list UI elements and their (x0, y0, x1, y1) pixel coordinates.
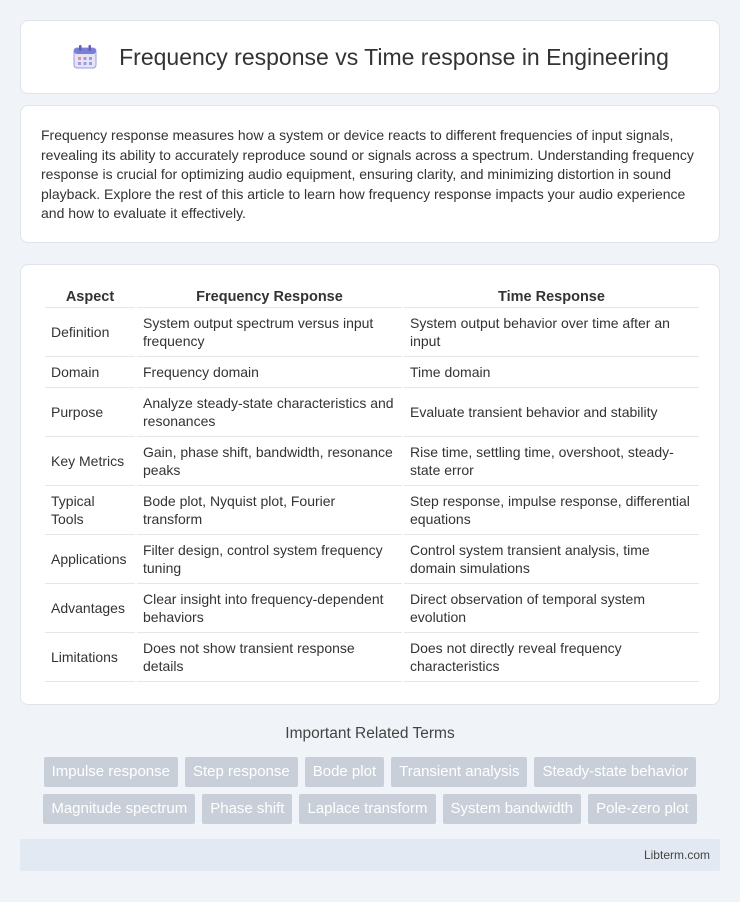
table-row (45, 486, 699, 535)
header-frequency-response: Frequency Response (137, 285, 402, 308)
related-term-tag[interactable]: Pole-zero plot (588, 794, 697, 824)
cell-aspect: Typical Tools (45, 486, 135, 535)
table-row (45, 584, 699, 633)
cell-frequency: Filter design, control system frequency tuning (137, 535, 402, 584)
related-term-tag[interactable]: System bandwidth (443, 794, 582, 824)
related-terms-title: Important Related Terms (285, 725, 455, 742)
related-term-tag[interactable]: Bode plot (305, 757, 384, 787)
cell-frequency: Frequency domain (137, 357, 402, 388)
related-term-tag[interactable]: Steady-state behavior (534, 757, 696, 787)
cell-time: Step response, impulse response, differential equations (404, 486, 699, 535)
header-time-response: Time Response (404, 285, 699, 308)
cell-aspect: Domain (45, 357, 135, 388)
table-row (45, 308, 699, 357)
header-card (20, 20, 720, 94)
related-term-tag[interactable]: Magnitude spectrum (43, 794, 195, 824)
cell-time: Direct observation of temporal system evolution (404, 584, 699, 633)
cell-frequency: Does not show transient response details (137, 633, 402, 682)
cell-frequency: Bode plot, Nyquist plot, Fourier transform (137, 486, 402, 535)
related-term-tag[interactable]: Phase shift (202, 794, 292, 824)
table-row (45, 388, 699, 437)
related-term-tag[interactable]: Impulse response (44, 757, 178, 787)
comparison-table (43, 285, 701, 682)
cell-time: Time domain (404, 357, 699, 388)
cell-aspect: Limitations (45, 633, 135, 682)
footer (20, 839, 720, 871)
cell-frequency: System output spectrum versus input frequency (137, 308, 402, 357)
cell-time: Does not directly reveal frequency characteristics (404, 633, 699, 682)
cell-time: Control system transient analysis, time domain simulations (404, 535, 699, 584)
related-term-tag[interactable]: Step response (185, 757, 298, 787)
related-term-tag[interactable]: Laplace transform (299, 794, 435, 824)
table-row (45, 357, 699, 388)
related-terms-list (20, 757, 720, 824)
cell-aspect: Definition (45, 308, 135, 357)
cell-aspect: Purpose (45, 388, 135, 437)
cell-time: Evaluate transient behavior and stability (404, 388, 699, 437)
cell-aspect: Key Metrics (45, 437, 135, 486)
cell-time: Rise time, settling time, overshoot, steady-state error (404, 437, 699, 486)
calendar-icon (71, 43, 99, 71)
cell-frequency: Analyze steady-state characteristics and resonances (137, 388, 402, 437)
table-header-row (45, 285, 699, 308)
related-term-tag[interactable]: Transient analysis (391, 757, 527, 787)
intro-card (20, 105, 720, 243)
header-aspect: Aspect (45, 285, 135, 308)
intro-paragraph: Frequency response measures how a system or device reacts to different frequencies of input signals, revealing its ability to accurately reproduce sound or signals across a spectrum. Understanding frequency response is crucial for optimizing audio equipment, ensuring clarity, and minimizing distortion in sound playback. Explore the rest of this article to learn how frequency response impacts your audio experience and how to evaluate it effectively. (41, 127, 694, 221)
cell-frequency: Clear insight into frequency-dependent behaviors (137, 584, 402, 633)
table-row (45, 535, 699, 584)
cell-frequency: Gain, phase shift, bandwidth, resonance peaks (137, 437, 402, 486)
cell-aspect: Applications (45, 535, 135, 584)
table-row (45, 633, 699, 682)
footer-brand-link[interactable]: Libterm.com (643, 848, 710, 862)
table-row (45, 437, 699, 486)
comparison-table-card (20, 264, 720, 705)
cell-time: System output behavior over time after an input (404, 308, 699, 357)
page-title: Frequency response vs Time response in Engineering (119, 43, 669, 70)
cell-aspect: Advantages (45, 584, 135, 633)
